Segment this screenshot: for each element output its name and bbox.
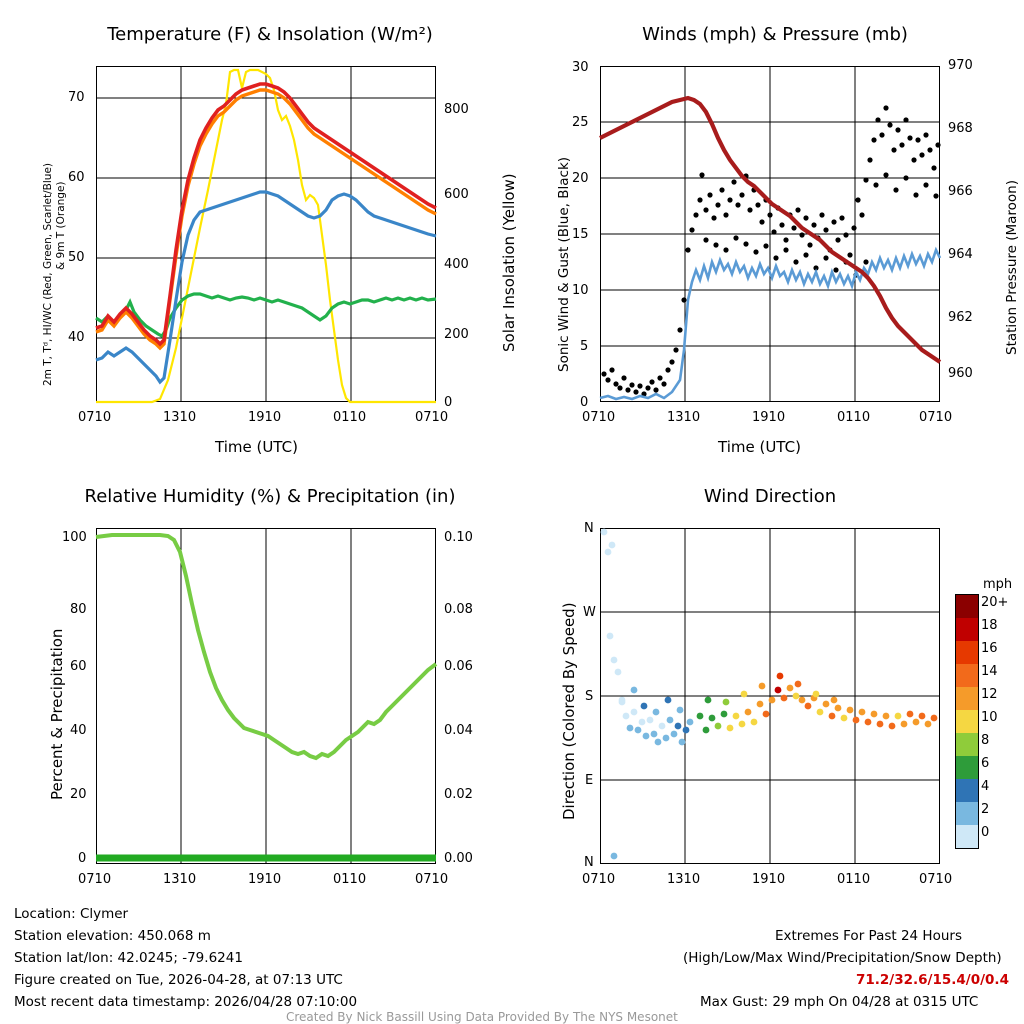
footer-location: Location: Clymer [14, 906, 129, 922]
colorbar-label-2: 16 [981, 641, 998, 656]
temp-ytick-left-2: 60 [68, 170, 85, 185]
footer-recent-timestamp: Most recent data timestamp: 2026/04/28 07:10:00 [14, 994, 358, 1010]
temp-xtick-4: 0710 [415, 410, 449, 425]
wind-ytick-right-1: 962 [948, 310, 973, 325]
wind-ytick-left-4: 20 [572, 171, 589, 186]
wind-direction-title: Wind Direction [703, 486, 837, 507]
wind-ytick-right-3: 966 [948, 184, 973, 199]
extremes-values: 71.2/32.6/15.4/0/0.4 [856, 972, 1009, 988]
extremes-subtitle: (High/Low/Max Wind/Precipitation/Snow Depth) [683, 950, 1002, 966]
colorbar-label-5: 10 [981, 710, 998, 725]
temp-xtick-1: 1310 [163, 410, 197, 425]
wind-yaxis-right-label: Station Pressure (Maroon) [1004, 179, 1020, 355]
rh-ytick-left-0: 0 [78, 851, 87, 866]
colorbar-label-3: 14 [981, 664, 998, 679]
temp-ytick-right-4: 800 [444, 102, 469, 117]
wdir-xtick-2: 1910 [752, 872, 786, 887]
temp-ytick-right-1: 200 [444, 327, 469, 342]
wind-xtick-3: 0110 [837, 410, 871, 425]
wind-ytick-left-2: 10 [572, 283, 589, 298]
colorbar-label-0: 20+ [981, 595, 1009, 610]
max-gust: Max Gust: 29 mph On 04/28 at 0315 UTC [700, 994, 979, 1010]
footer-created: Figure created on Tue, 2026-04-28, at 07:13 UTC [14, 972, 343, 988]
wind-ytick-left-0: 0 [580, 395, 589, 410]
temp-ytick-left-0: 40 [68, 330, 85, 345]
wdir-ytick-2: S [585, 689, 594, 704]
winds-title: Winds (mph) & Pressure (mb) [642, 24, 908, 45]
wind-ytick-left-1: 5 [580, 339, 589, 354]
wdir-xtick-1: 1310 [667, 872, 701, 887]
wdir-yaxis-label: Direction (Colored By Speed) [560, 602, 578, 820]
temp-ytick-right-3: 600 [444, 187, 469, 202]
humidity-title: Relative Humidity (%) & Precipitation (in) [84, 486, 456, 507]
rh-xtick-4: 0710 [415, 872, 449, 887]
wind-yaxis-left-label: Sonic Wind & Gust (Blue, Black) [556, 156, 572, 372]
rh-ytick-right-3: 0.06 [444, 659, 473, 674]
rh-ytick-left-4: 80 [70, 602, 87, 617]
wdir-xtick-3: 0110 [837, 872, 871, 887]
footer-latlon: Station lat/lon: 42.0245; -79.6241 [14, 950, 243, 966]
rh-xtick-3: 0110 [333, 872, 367, 887]
temp-ytick-left-1: 50 [68, 250, 85, 265]
wdir-xtick-4: 0710 [919, 872, 953, 887]
colorbar-label-9: 2 [981, 802, 990, 817]
rh-ytick-left-5: 100 [62, 530, 87, 545]
wdir-xtick-0: 0710 [582, 872, 616, 887]
temp-yaxis-left-label-line1: 2m T, Tᵈ, HI/WC (Red, Green, Scarlet/Blue) [42, 162, 54, 386]
colorbar [955, 594, 979, 849]
wdir-ytick-4: N [584, 855, 594, 870]
rh-ytick-right-1: 0.02 [444, 787, 473, 802]
wind-xaxis-label: Time (UTC) [718, 438, 801, 456]
temp-ytick-left-3: 70 [68, 90, 85, 105]
wind-xtick-4: 0710 [919, 410, 953, 425]
wind-ytick-right-4: 968 [948, 121, 973, 136]
colorbar-label-10: 0 [981, 825, 990, 840]
rh-xtick-2: 1910 [248, 872, 282, 887]
colorbar-label-4: 12 [981, 687, 998, 702]
temp-xtick-0: 0710 [78, 410, 112, 425]
wind-xtick-0: 0710 [582, 410, 616, 425]
colorbar-label-6: 8 [981, 733, 990, 748]
wdir-ytick-1: W [583, 605, 596, 620]
wind-ytick-left-6: 30 [572, 60, 589, 75]
temp-xaxis-label: Time (UTC) [215, 438, 298, 456]
wind-xtick-1: 1310 [667, 410, 701, 425]
rh-xtick-0: 0710 [78, 872, 112, 887]
temp-ytick-right-0: 0 [444, 395, 453, 410]
colorbar-label-8: 4 [981, 779, 990, 794]
wdir-ytick-0: N [584, 521, 594, 536]
colorbar-title: mph [983, 577, 1013, 592]
temp-ytick-right-2: 400 [444, 257, 469, 272]
rh-yaxis-left-label: Percent & Precipitation [48, 628, 66, 800]
temp-xtick-2: 1910 [248, 410, 282, 425]
temp-xtick-3: 0110 [333, 410, 367, 425]
wind-ytick-left-5: 25 [572, 115, 589, 130]
extremes-title: Extremes For Past 24 Hours [775, 928, 962, 944]
credit-line: Created By Nick Bassill Using Data Provided By The NYS Mesonet [286, 1010, 678, 1024]
wind-ytick-left-3: 15 [572, 227, 589, 242]
rh-ytick-left-3: 60 [70, 659, 87, 674]
wind-ytick-right-0: 960 [948, 366, 973, 381]
rh-ytick-right-4: 0.08 [444, 602, 473, 617]
temperature-title: Temperature (F) & Insolation (W/m²) [107, 24, 433, 45]
rh-ytick-right-0: 0.00 [444, 851, 473, 866]
rh-ytick-right-2: 0.04 [444, 723, 473, 738]
rh-xtick-1: 1310 [163, 872, 197, 887]
rh-ytick-left-2: 40 [70, 723, 87, 738]
footer-elevation: Station elevation: 450.068 m [14, 928, 211, 944]
temp-yaxis-right-label: Solar Insolation (Yellow) [500, 173, 518, 352]
temp-yaxis-left-label-line2: & 9m T (Orange) [55, 181, 67, 270]
wdir-ytick-3: E [585, 773, 594, 788]
colorbar-label-1: 18 [981, 618, 998, 633]
wind-ytick-right-2: 964 [948, 247, 973, 262]
wind-ytick-right-5: 970 [948, 58, 973, 73]
colorbar-label-7: 6 [981, 756, 990, 771]
rh-ytick-right-5: 0.10 [444, 530, 473, 545]
rh-ytick-left-1: 20 [70, 787, 87, 802]
wind-xtick-2: 1910 [752, 410, 786, 425]
